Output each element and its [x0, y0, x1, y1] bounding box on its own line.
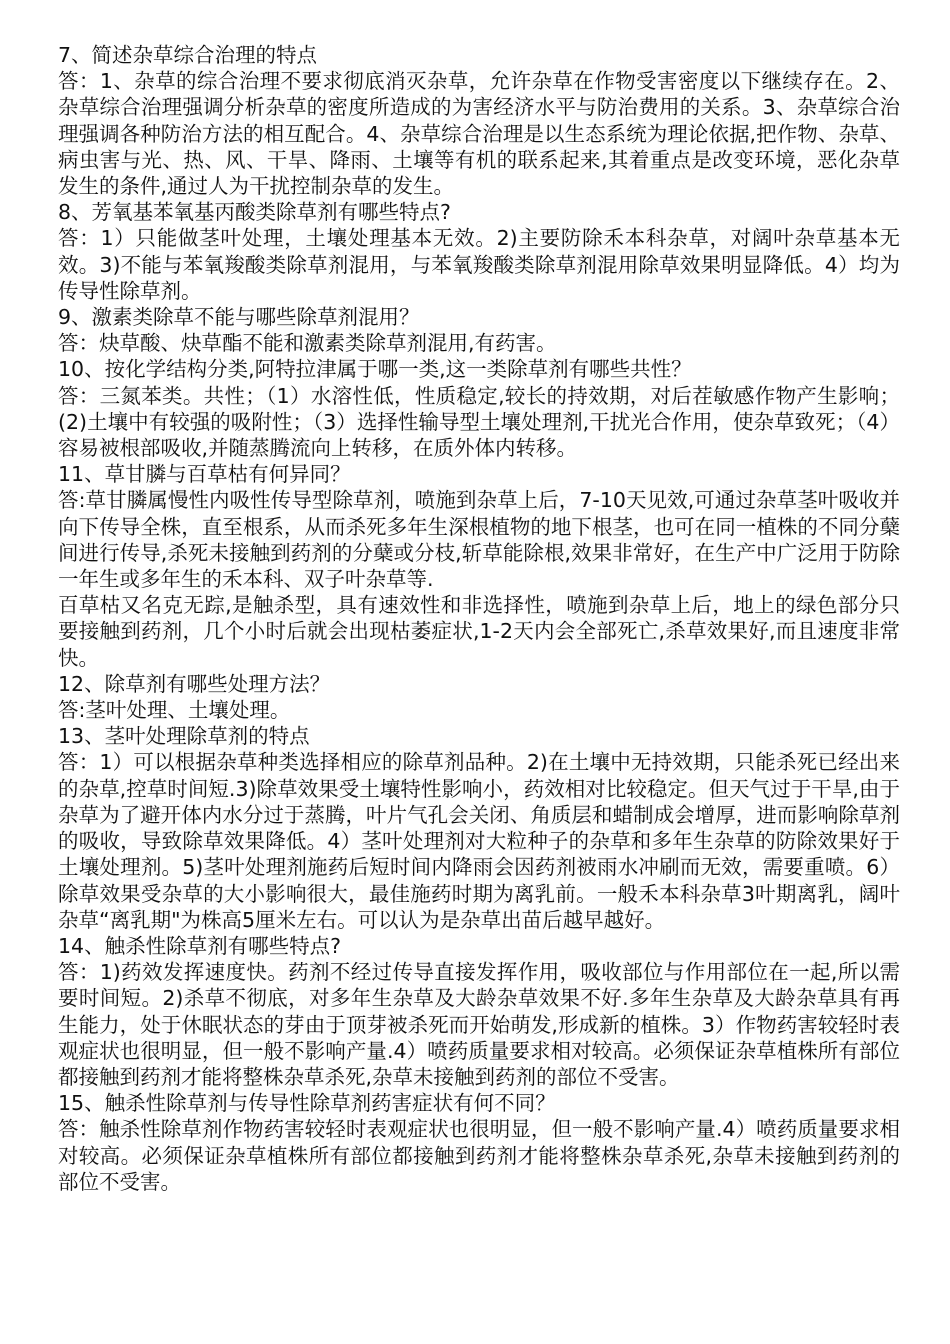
question-heading: 8、芳氧基苯氧基丙酸类除草剂有哪些特点? — [58, 200, 451, 225]
answer-paragraph: 答:茎叶处理、土壤处理。 — [58, 698, 291, 723]
qa-item-12 — [58, 671, 900, 723]
answer-paragraph: 答：触杀性除草剂作物药害较轻时表观症状也很明显，但一般不影响产量.4）喷药质量要求相对较高。必须保证杂草植株所有部位都接触到药剂才能将整株杂草杀死,杂草未接触到药剂的部位不受害。 — [58, 1117, 900, 1194]
answer-paragraph: 答：1、杂草的综合治理不要求彻底消灭杂草，允许杂草在作物受害密度以下继续存在。2、杂草综合治理强调分析杂草的密度所造成的为害经济水平与防治费用的关系。3、杂草综合治理强调各种防治方法的相互配合。4、杂草综合治理是以生态系统为理论依据,把作物、杂草、病虫害与光、热、风、干旱、降雨、土壤等有机的联系起来,其着重点是改变环境，恶化杂草发生的条件,通过人为干扰控制杂草的发生。 — [58, 69, 900, 199]
question-heading: 7、简述杂草综合治理的特点 — [58, 43, 318, 67]
qa-item-13 — [58, 723, 900, 933]
qa-item-7 — [58, 42, 900, 199]
answer-paragraph: 答：1）只能做茎叶处理，土壤处理基本无效。2)主要防除禾本科杂草，对阔叶杂草基本无效。3)不能与苯氧羧酸类除草剂混用，与苯氧羧酸类除草剂混用除草效果明显降低。4）均为传导性除草剂。 — [58, 226, 900, 303]
question-heading: 13、茎叶处理除草剂的特点 — [58, 724, 310, 749]
document-page — [58, 42, 900, 1195]
question-heading: 10、按化学结构分类,阿特拉津属于哪一类,这一类除草剂有哪些共性？ — [58, 357, 692, 382]
answer-paragraph: 答：三氮苯类。共性；（1）水溶性低，性质稳定,较长的持效期，对后茬敏感作物产生影响；(2)土壤中有较强的吸附性；（3）选择性输导型土壤处理剂,干扰光合作用，使杂草致死；（4）容易被根部吸收,并随蒸腾流向上转移，在质外体内转移。 — [58, 383, 900, 461]
answer-paragraph: 百草枯又名克无踪,是触杀型，具有速效性和非选择性，喷施到杂草上后，地上的绿色部分只要接触到药剂，几个小时后就会出现枯萎症状,1-2天内会全部死亡,杀草效果好,而且速度非常快。 — [58, 593, 900, 670]
question-heading: 11、草甘膦与百草枯有何异同？ — [58, 462, 351, 487]
question-heading: 14、触杀性除草剂有哪些特点? — [58, 933, 341, 958]
qa-item-11 — [58, 461, 900, 671]
answer-paragraph: 答：1)药效发挥速度快。药剂不经过传导直接发挥作用，吸收部位与作用部位在一起,所以需要时间短。2)杀草不彻底，对多年生杂草及大龄杂草效果不好.多年生杂草及大龄杂草具有再生能力，处于休眠状态的芽由于顶芽被杀死而开始萌发,形成新的植株。3）作物药害较轻时表观症状也很明显，但一般不影响产量.4）喷药质量要求相对较高。必须保证杂草植株所有部位都接触到药剂才能将整株杂草杀死,杂草未接触到药剂的部位不受害。 — [58, 960, 900, 1089]
qa-item-15 — [58, 1090, 900, 1195]
answer-paragraph: 答：1）可以根据杂草种类选择相应的除草剂品种。2)在土壤中无持效期，只能杀死已经出来的杂草,控草时间短.3)除草效果受土壤特性影响小，药效相对比较稳定。但天气过于干旱,由于杂草为了避开体内水分过于蒸腾，叶片气孔会关闭、角质层和蜡制成会增厚，进而影响除草剂的吸收，导致除草效果降低。4）茎叶处理剂对大粒种子的杂草和多年生杂草的防除效果好于土壤处理剂。5)茎叶处理剂施药后短时间内降雨会因药剂被雨水冲刷而无效，需要重喷。6）除草效果受杂草的大小影响很大，最佳施药时期为离乳前。一般禾本科杂草3叶期离乳，阔叶杂草“离乳期"为株高5厘米左右。可以认为是杂草出苗后越早越好。 — [58, 750, 900, 932]
qa-item-14 — [58, 933, 900, 1090]
answer-paragraph: 答:草甘膦属慢性内吸性传导型除草剂，喷施到杂草上后，7-10天见效,可通过杂草茎叶吸收并向下传导全株，直至根系，从而杀死多年生深根植物的地下根茎，也可在同一植株的不同分蘖间进行传导,杀死未接触到药剂的分蘖或分枝,斩草能除根,效果非常好，在生产中广泛用于防除一年生或多年生的禾本科、双子叶杂草等. — [58, 488, 900, 592]
question-heading: 9、激素类除草不能与哪些除草剂混用？ — [58, 305, 420, 330]
qa-item-8 — [58, 199, 900, 304]
answer-paragraph: 答：炔草酸、炔草酯不能和激素类除草剂混用,有药害。 — [58, 331, 557, 356]
qa-item-10 — [58, 356, 900, 461]
qa-item-9 — [58, 304, 900, 356]
question-heading: 12、除草剂有哪些处理方法？ — [58, 671, 331, 696]
question-heading: 15、触杀性除草剂与传导性除草剂药害症状有何不同？ — [58, 1091, 556, 1116]
